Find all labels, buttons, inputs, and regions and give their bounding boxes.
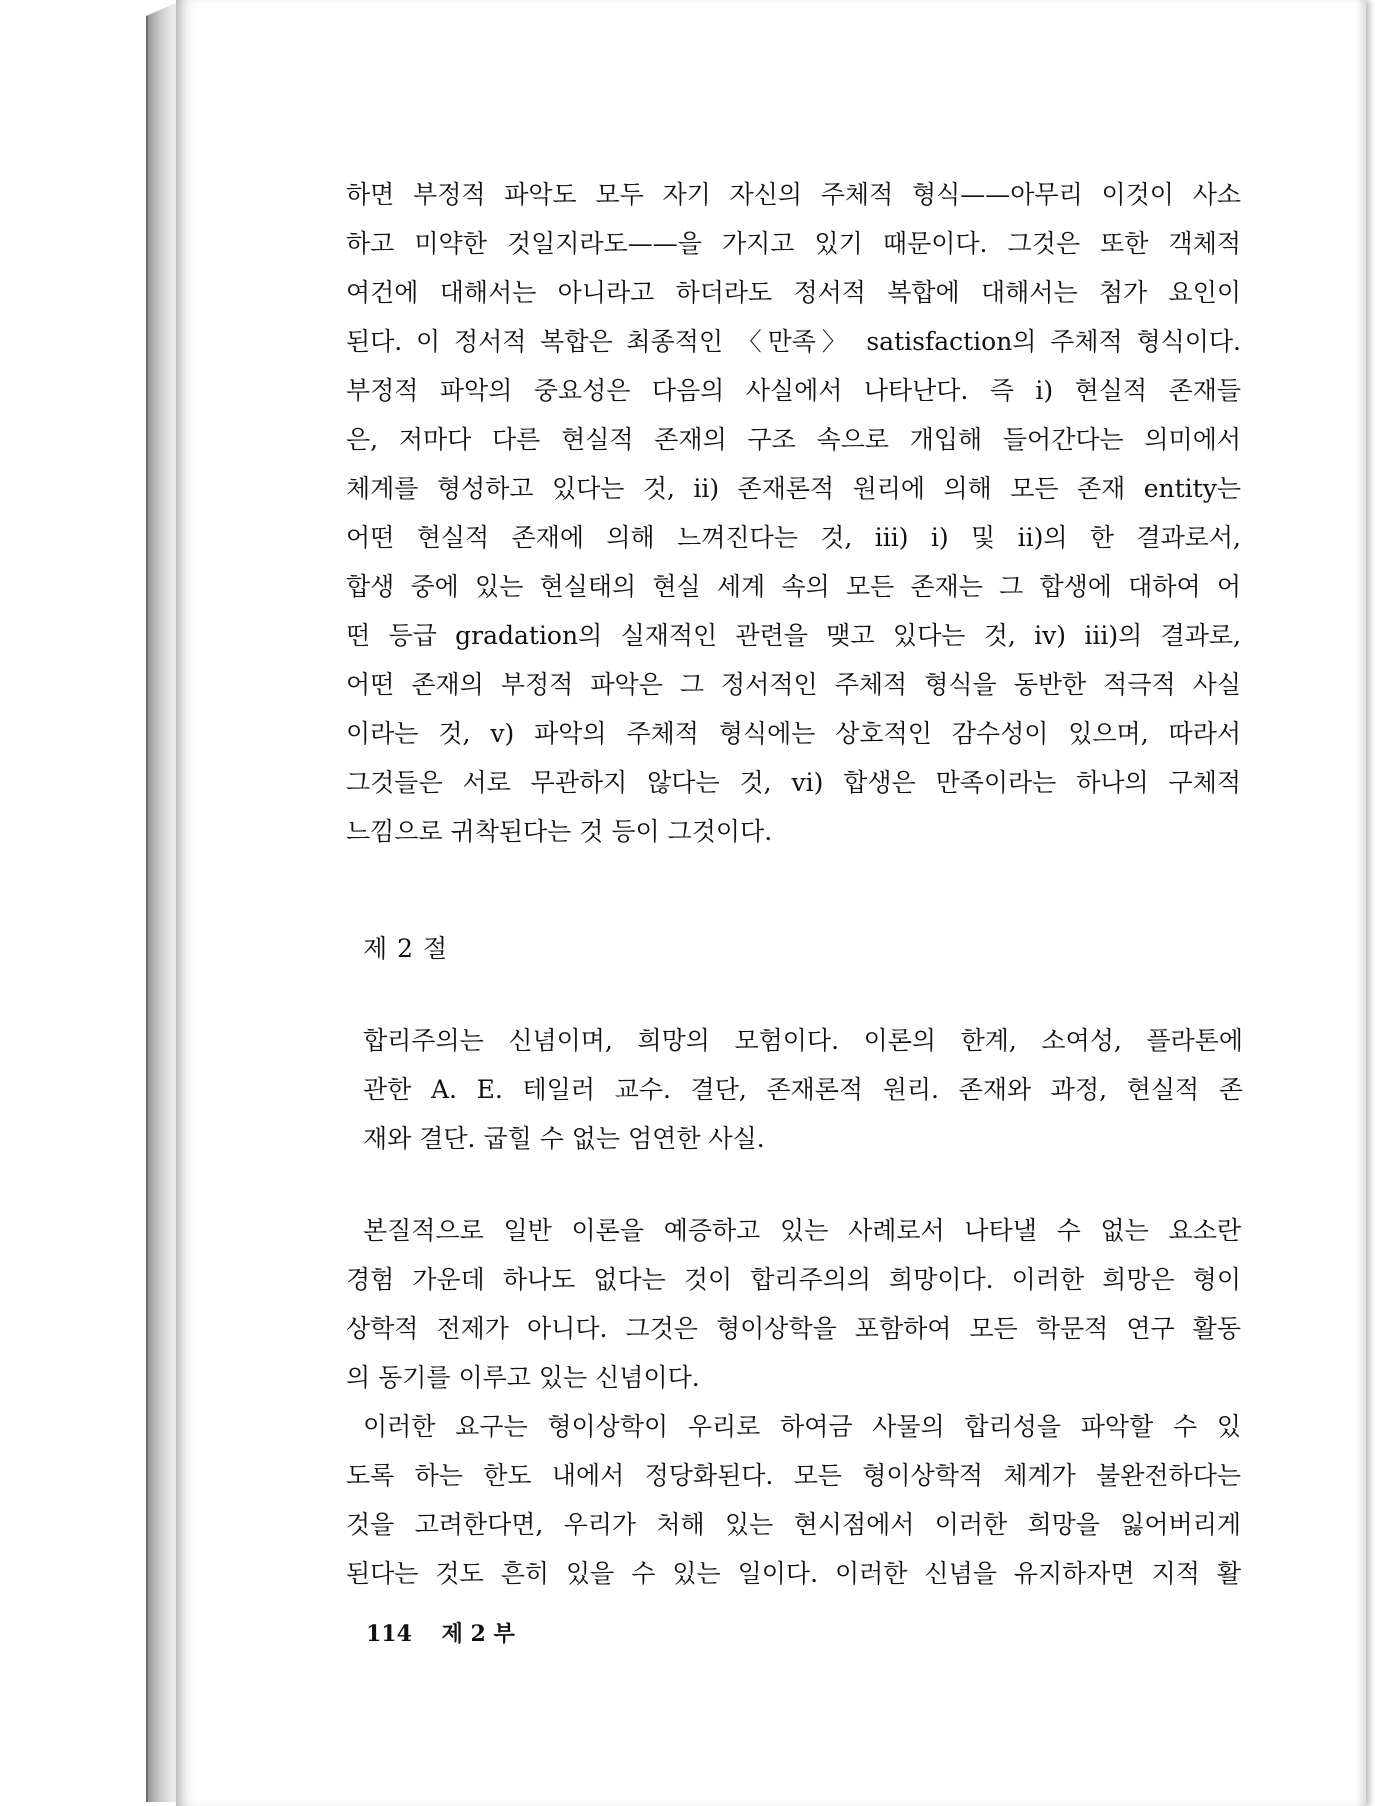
paragraph2-line: 본질적으로 일반 이론을 예증하고 있는 사례로서 나타낼 수 없는 요소란: [363, 1216, 1241, 1245]
paragraph2-line: 의 동기를 이루고 있는 신념이다.: [346, 1363, 700, 1392]
paragraph1-line: 떤 등급 gradation의 실재적인 관련을 맺고 있다는 것, iv) iii)의 결과로,: [346, 621, 1241, 650]
paragraph1-line: 합생 중에 있는 현실태의 현실 세계 속의 모든 존재는 그 합생에 대하여 어: [346, 572, 1241, 601]
paragraph1-line: 된다. 이 정서적 복합은 최종적인 〈만족〉 satisfaction의 주체적 형식이다.: [346, 327, 1241, 356]
paragraph3-line: 것을 고려한다면, 우리가 처해 있는 현시점에서 이러한 희망을 잃어버리게: [346, 1510, 1241, 1539]
part-label: 제 2 부: [441, 1621, 515, 1647]
paragraph3-line: 이러한 요구는 형이상학이 우리로 하여금 사물의 합리성을 파악할 수 있: [363, 1412, 1241, 1441]
paragraph1-line: 그것들은 서로 무관하지 않다는 것, vi) 합생은 만족이라는 하나의 구체적: [346, 768, 1241, 797]
page-footer: [366, 1619, 515, 1649]
book-page: [176, 0, 1366, 1806]
page-stack-edge: [146, 2, 178, 1802]
paragraph1-line: 부정적 파악의 중요성은 다음의 사실에서 나타난다. 즉 i) 현실적 존재들: [346, 376, 1241, 405]
paragraph1-line: 여건에 대해서는 아니라고 하더라도 정서적 복합에 대해서는 첨가 요인이: [346, 278, 1241, 307]
paragraph3-line: 된다는 것도 흔히 있을 수 있는 일이다. 이러한 신념을 유지하자면 지적 활: [346, 1559, 1241, 1588]
paragraph1-line: 체계를 형성하고 있다는 것, ii) 존재론적 원리에 의해 모든 존재 entity는: [346, 474, 1241, 503]
page-number: 114: [366, 1621, 412, 1647]
paragraph1-line: 하면 부정적 파악도 모두 자기 자신의 주체적 형식——아무리 이것이 사소: [346, 180, 1241, 209]
paragraph2-line: 경험 가운데 하나도 없다는 것이 합리주의의 희망이다. 이러한 희망은 형이: [346, 1265, 1241, 1294]
paragraph1-line: 은, 저마다 다른 현실적 존재의 구조 속으로 개입해 들어간다는 의미에서: [346, 425, 1241, 454]
paragraph1-line: 어떤 존재의 부정적 파악은 그 정서적인 주체적 형식을 동반한 적극적 사실: [346, 670, 1241, 699]
paragraph2-line: 상학적 전제가 아니다. 그것은 형이상학을 포함하여 모든 학문적 연구 활동: [346, 1314, 1241, 1343]
paragraph1-line: 어떤 현실적 존재에 의해 느껴진다는 것, iii) i) 및 ii)의 한 결과로서,: [346, 523, 1241, 552]
section-summary-line: 합리주의는 신념이며, 희망의 모험이다. 이론의 한계, 소여성, 플라톤에: [363, 1026, 1243, 1055]
section-summary-line: 재와 결단. 굽힐 수 없는 엄연한 사실.: [363, 1124, 765, 1153]
section-summary-line: 관한 A. E. 테일러 교수. 결단, 존재론적 원리. 존재와 과정, 현실적 존: [363, 1075, 1243, 1104]
paragraph3-line: 도록 하는 한도 내에서 정당화된다. 모든 형이상학적 체계가 불완전하다는: [346, 1461, 1241, 1490]
paragraph1-line: 하고 미약한 것일지라도——을 가지고 있기 때문이다. 그것은 또한 객체적: [346, 229, 1241, 258]
paragraph1-line: 이라는 것, v) 파악의 주체적 형식에는 상호적인 감수성이 있으며, 따라서: [346, 719, 1241, 748]
paragraph1-line: 느낌으로 귀착된다는 것 등이 그것이다.: [346, 817, 773, 846]
section-title: 제 2 절: [363, 934, 449, 963]
